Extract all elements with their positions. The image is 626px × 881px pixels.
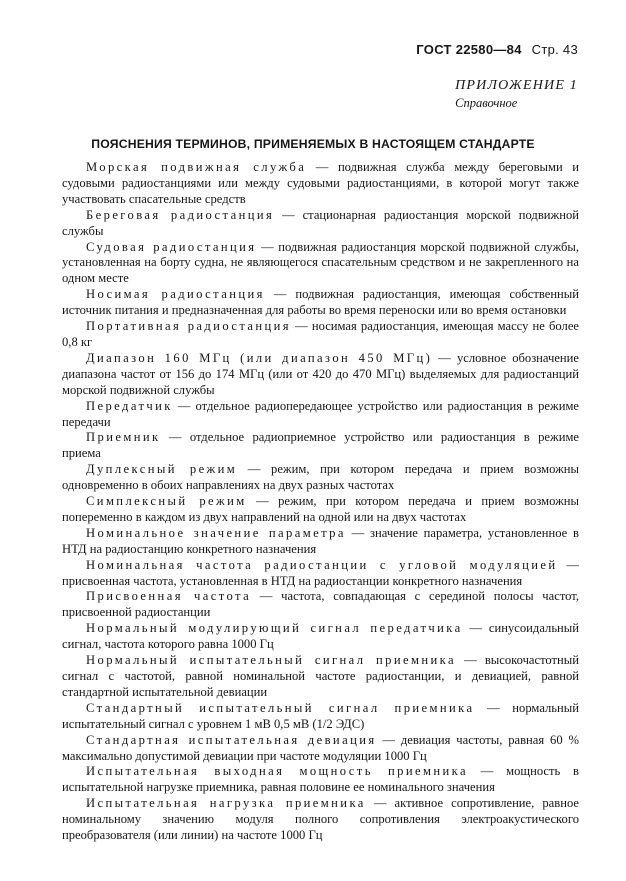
term-definition: — режим, при котором передача и прием возможны попеременно в каждом из двух направлений на одной или на двух частотах: [62, 494, 580, 524]
page-number: Стр. 43: [531, 42, 578, 57]
term-definition: — отдельное радиоприемное устройство или радиостанция в режиме приема: [62, 430, 579, 461]
appendix-heading: [455, 78, 578, 111]
term-entry: [62, 240, 579, 288]
page-header: [416, 42, 578, 57]
term-definition: — стационарная радиостанция морской подвижной службы: [62, 207, 579, 238]
term-name: Диапазон 160 МГц (или диапазон 450 МГц): [86, 350, 433, 365]
term-definition: — подвижная радиостанция, имеющая собственный источник питания и предназначенная для работы во время переноски или во время остановки: [62, 287, 579, 318]
appendix-subtitle: Справочное: [455, 96, 518, 110]
term-entry: [62, 208, 579, 240]
term-definition: — подвижная радиостанция морской подвижной службы, установленная на борту судна, не являющегося спасательным средством и не закрепленного на одном месте: [62, 239, 579, 286]
term-definition: — девиация частоты, равная 60 % максимально допустимой девиации при частоте модуляции 1000 Гц: [62, 732, 579, 763]
term-name: Стандартный испытательный сигнал приемника: [86, 700, 475, 715]
term-entry: [62, 160, 579, 208]
term-entry: [62, 351, 579, 399]
term-entry: [62, 733, 579, 765]
term-name: Дуплексный режим: [86, 462, 238, 477]
term-entry: [62, 399, 579, 431]
term-name: Носимая радиостанция: [86, 287, 265, 302]
term-definition: — присвоенная частота, установленная в НТД на радиостанции конкретного назначения: [62, 557, 579, 588]
term-name: Присвоенная частота: [86, 589, 252, 604]
term-definition: — частота, совпадающая с серединой полосы частот, присвоенной радиостанции: [62, 589, 579, 620]
term-entry: [62, 526, 579, 558]
term-entry: [62, 319, 579, 351]
term-name: Портативная радиостанция: [86, 319, 291, 334]
term-name: Испытательная нагрузка приемника: [86, 796, 366, 811]
terms-list: [62, 160, 579, 844]
term-name: Нормальный модулирующий сигнал передатчика: [86, 621, 463, 636]
term-entry: [62, 589, 579, 621]
term-name: Номинальная частота радиостанции с угловой модуляцией: [86, 557, 558, 572]
term-definition: — высокочастотный сигнал с частотой, равной номинальной частоте радиостанции, и девиацией, равной стандартной испытательной девиации: [62, 653, 580, 699]
term-entry: [62, 653, 579, 701]
term-definition: — значение параметра, установленное в НТД на радиостанцию конкретного назначения: [62, 525, 579, 556]
term-definition: — синусоидальный сигнал, частота которого равна 1000 Гц: [62, 621, 579, 652]
term-entry: [62, 430, 579, 462]
term-definition: — отдельное радиопередающее устройство или радиостанция в режиме передачи: [62, 398, 579, 429]
term-name: Испытательная выходная мощность приемника: [86, 764, 468, 779]
term-entry: [62, 796, 579, 844]
term-name: Стандартная испытательная девиация: [86, 732, 377, 747]
appendix-title: ПРИЛОЖЕНИЕ 1: [455, 78, 578, 93]
term-entry: [62, 764, 579, 796]
term-name: Береговая радиостанция: [86, 207, 275, 222]
term-name: Судовая радиостанция: [86, 239, 257, 254]
term-entry: [62, 558, 579, 590]
term-definition: — нормальный испытательный сигнал с уровнем 1 мВ 0,5 мВ (1/2 ЭДС): [62, 700, 579, 731]
term-entry: [62, 621, 579, 653]
term-entry: [62, 462, 579, 494]
term-entry: [62, 287, 579, 319]
term-name: Передатчик: [86, 398, 173, 413]
term-entry: [62, 494, 579, 526]
term-definition: — условное обозначение диапазона частот от 156 до 174 МГц (или от 420 до 470 МГц) выделяемых для радиостанций морской подвижной службы: [62, 350, 579, 397]
term-name: Симплексный режим: [86, 494, 247, 509]
term-definition: — подвижная служба между береговыми и судовыми радиостанциями или между судовыми радиостанциями, в которой могут также участвовать спасательные средств: [62, 160, 579, 206]
term-entry: [62, 701, 579, 733]
term-definition: — носимая радиостанция, имеющая массу не более 0,8 кг: [62, 319, 579, 349]
standard-number: ГОСТ 22580—84: [416, 42, 522, 57]
term-definition: — режим, при котором передача и прием возможны одновременно в обоих направлениях на двух разных частотах: [62, 462, 579, 493]
term-name: Морская подвижная служба: [86, 160, 307, 174]
term-definition: — мощность в испытательной нагрузке приемника, равная половине ее номинального значения: [62, 764, 579, 795]
term-name: Нормальный испытательный сигнал приемника: [86, 653, 456, 668]
term-name: Номинальное значение параметра: [86, 525, 346, 540]
section-title: ПОЯСНЕНИЯ ТЕРМИНОВ, ПРИМЕНЯЕМЫХ В НАСТОЯЩЕМ СТАНДАРТЕ: [91, 137, 535, 151]
term-definition: — активное сопротивление, равное номинальному значению модуля полного сопротивления электроакустического преобразователя (или линии) на частоте 1000 Гц: [62, 796, 579, 843]
term-name: Приемник: [86, 430, 161, 445]
